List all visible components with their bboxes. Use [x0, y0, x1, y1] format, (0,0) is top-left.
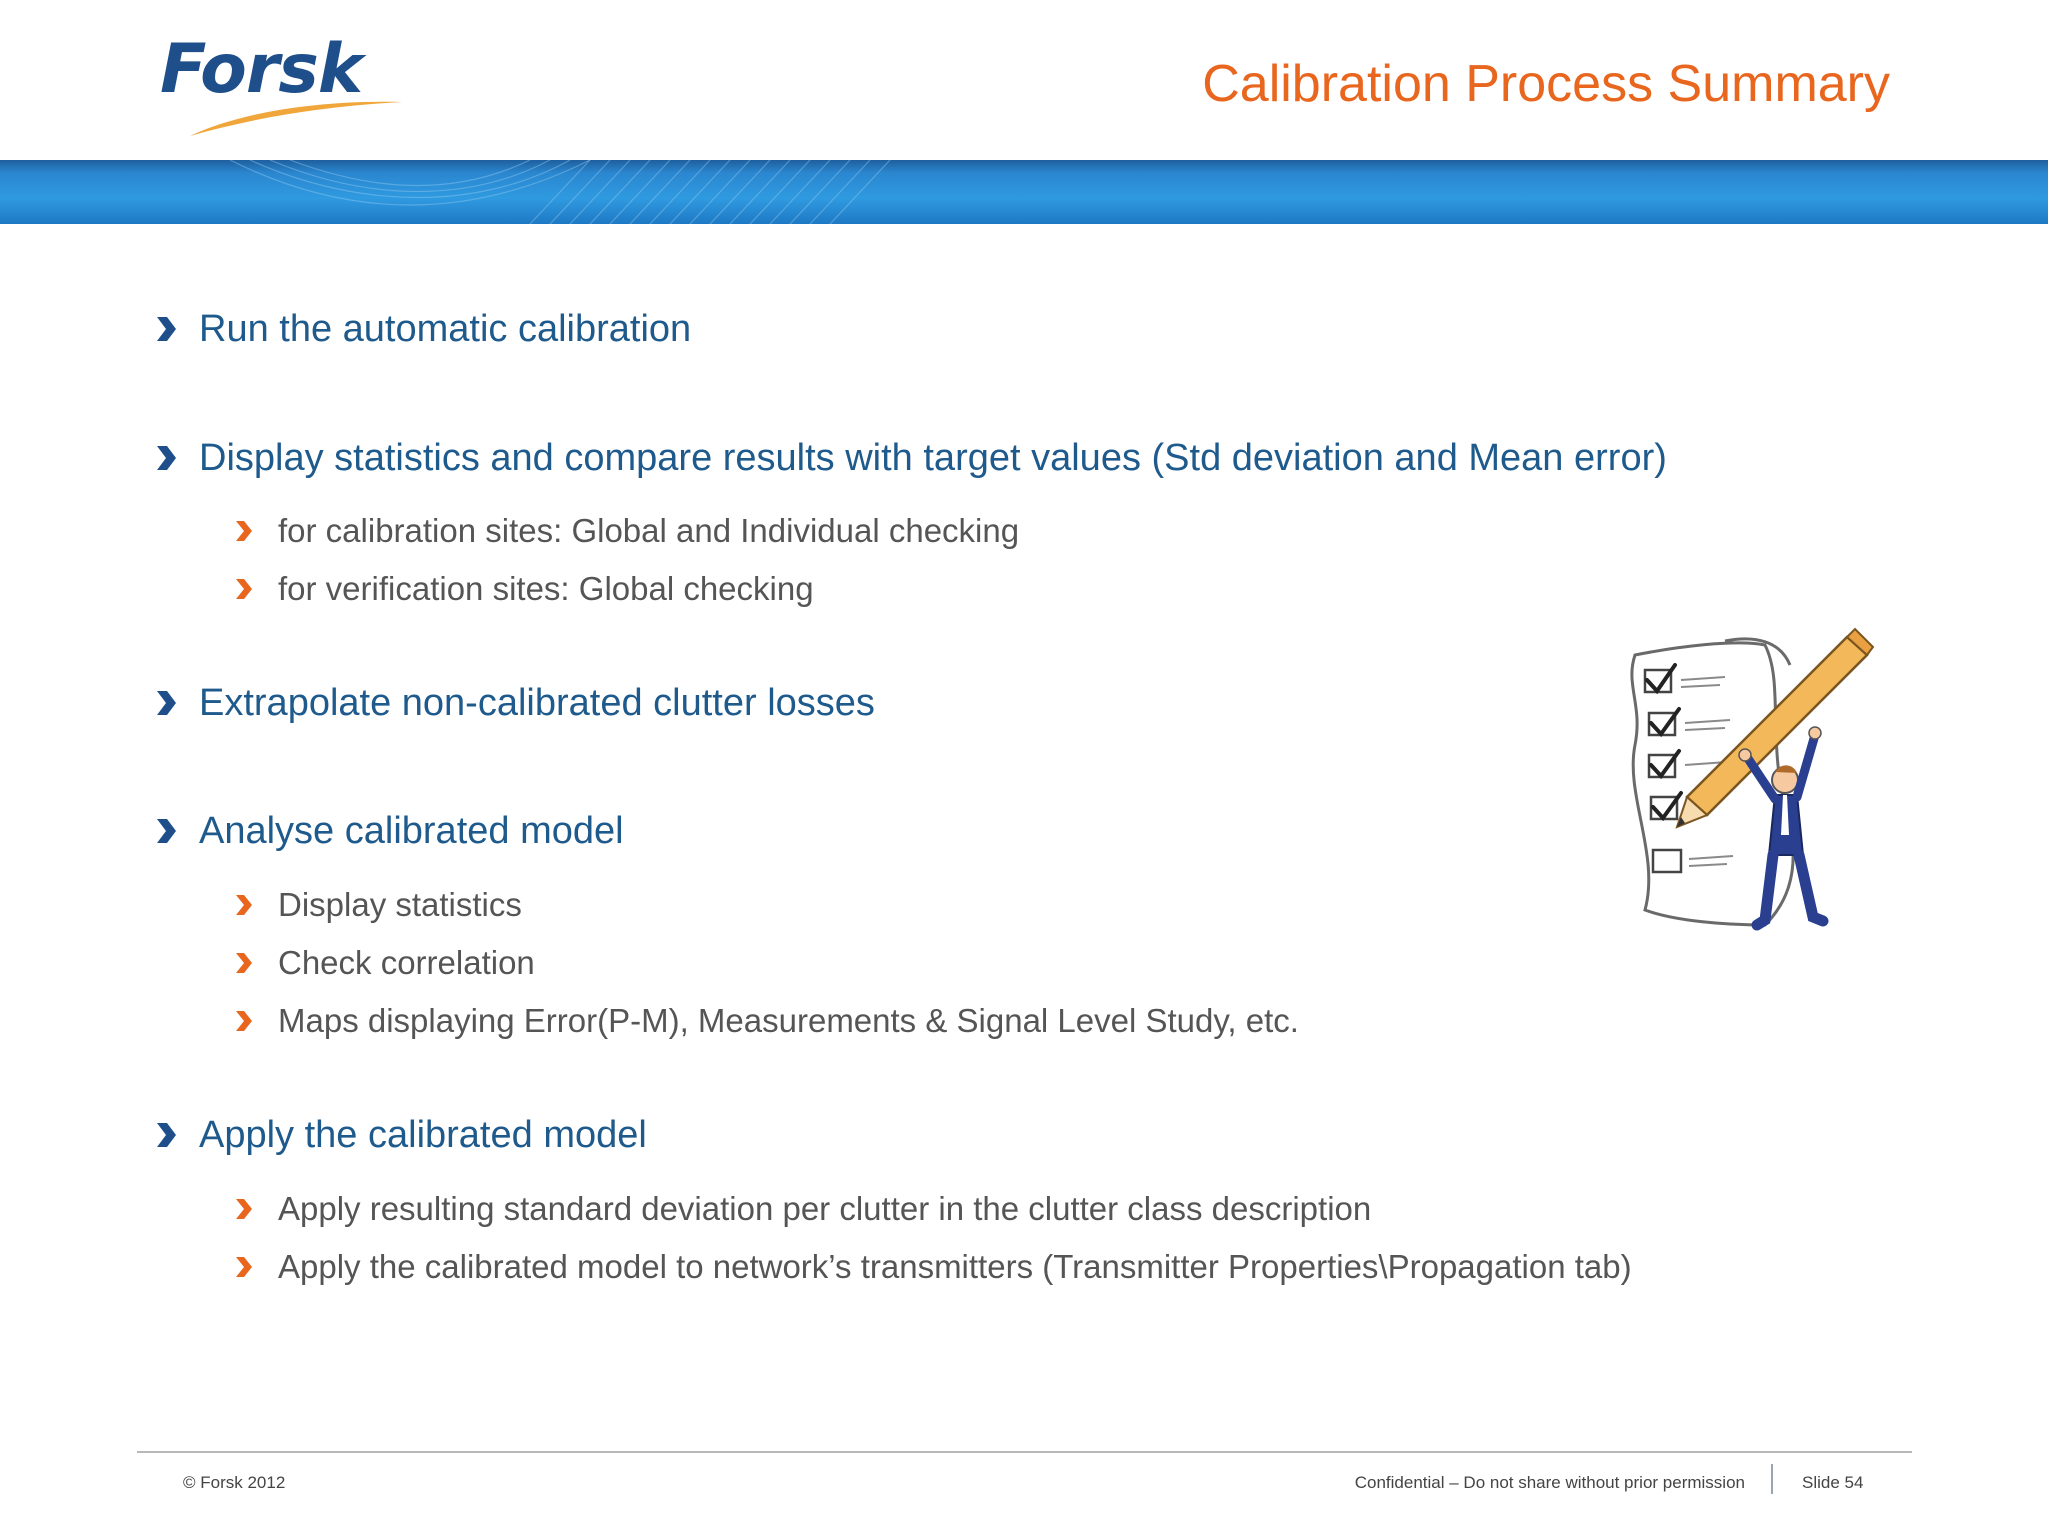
chevron-right-icon: [155, 316, 177, 342]
sub-bullet-text: for calibration sites: Global and Individual checking: [278, 512, 1020, 549]
sub-bullet-item: [235, 888, 522, 921]
chevron-right-icon: [155, 445, 177, 471]
sub-bullet-item: [235, 946, 535, 979]
bullet-text: Display statistics and compare results with target values (Std deviation and Mean error): [199, 437, 1667, 479]
bullet-text: Extrapolate non-calibrated clutter losses: [199, 682, 875, 724]
bullet-item: [155, 1116, 647, 1154]
bullet-item: [155, 812, 624, 850]
logo-wordmark: Forsk: [160, 30, 363, 109]
footer-divider: [137, 1451, 1912, 1453]
band-pattern-icon: [230, 160, 950, 224]
footer-copyright: © Forsk 2012: [183, 1473, 286, 1492]
bullet-item: [155, 684, 875, 722]
bullet-item: [155, 310, 691, 348]
chevron-right-icon: [235, 520, 253, 542]
chevron-right-icon: [155, 818, 177, 844]
sub-bullet-text: Maps displaying Error(P-M), Measurements & Signal Level Study, etc.: [278, 1002, 1299, 1039]
chevron-right-icon: [235, 952, 253, 974]
bullet-text: Run the automatic calibration: [199, 308, 692, 350]
sub-bullet-item: [235, 514, 1019, 547]
chevron-right-icon: [235, 1198, 253, 1220]
sub-bullet-item: [235, 1004, 1299, 1037]
sub-bullet-text: for verification sites: Global checking: [278, 570, 814, 607]
chevron-right-icon: [155, 690, 177, 716]
sub-bullet-item: [235, 1250, 1632, 1283]
header-band: [0, 160, 2048, 224]
bullet-text: Analyse calibrated model: [199, 810, 624, 852]
sub-bullet-text: Check correlation: [278, 944, 535, 981]
footer-slide-number: Slide 54: [1802, 1473, 1864, 1492]
page-title: Calibration Process Summary: [1202, 55, 1890, 113]
chevron-right-icon: [235, 1256, 253, 1278]
forsk-logo: [150, 30, 410, 136]
bullet-text: Apply the calibrated model: [199, 1114, 647, 1156]
footer-confidential: Confidential – Do not share without prior permission: [1354, 1473, 1745, 1492]
sub-bullet-text: Display statistics: [278, 886, 522, 923]
bullet-item: [155, 439, 1667, 477]
footer-separator: [1771, 1464, 1773, 1494]
sub-bullet-text: Apply the calibrated model to network’s transmitters (Transmitter Properties\Propagation tab): [278, 1248, 1632, 1285]
chevron-right-icon: [235, 578, 253, 600]
chevron-right-icon: [235, 894, 253, 916]
chevron-right-icon: [235, 1010, 253, 1032]
chevron-right-icon: [155, 1122, 177, 1148]
sub-bullet-text: Apply resulting standard deviation per clutter in the clutter class description: [278, 1190, 1372, 1227]
sub-bullet-item: [235, 1192, 1371, 1225]
checklist-with-pencil-man-icon: [1615, 625, 1880, 935]
sub-bullet-item: [235, 572, 814, 605]
